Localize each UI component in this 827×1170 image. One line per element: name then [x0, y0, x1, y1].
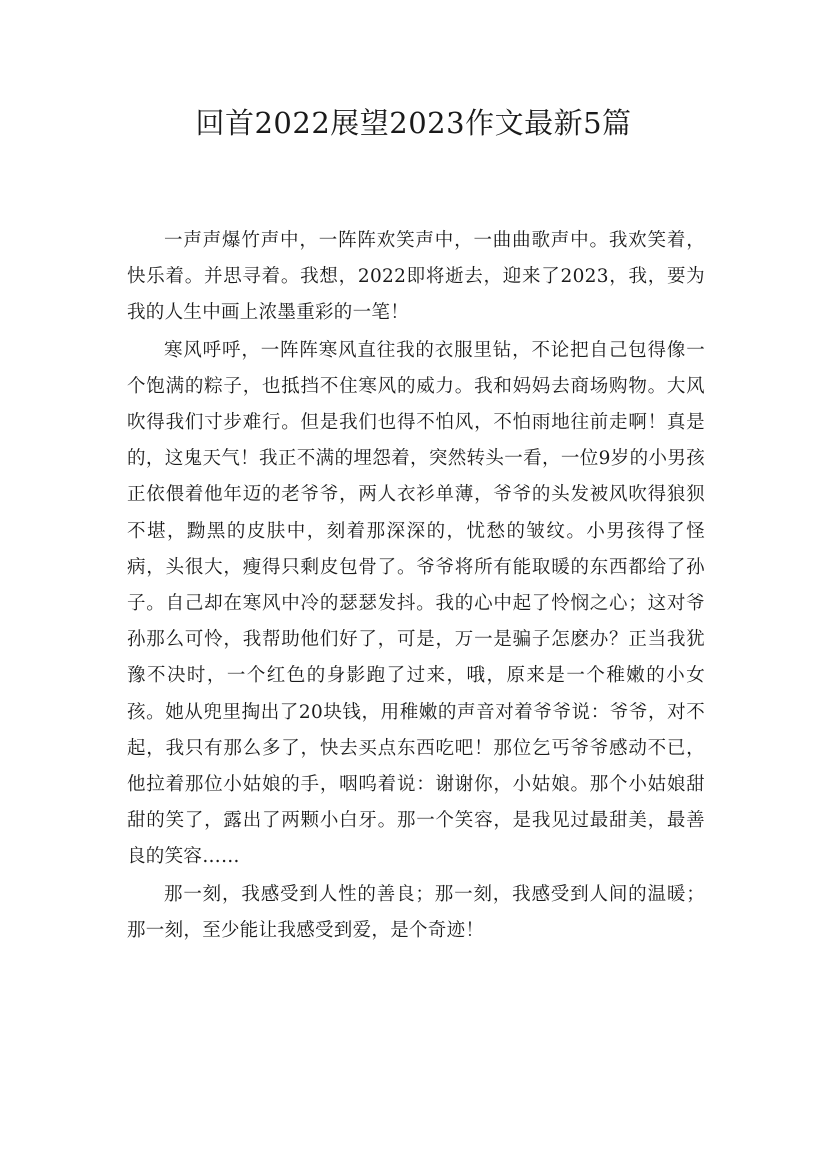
paragraph-1: 一声声爆竹声中，一阵阵欢笑声中，一曲曲歌声中。我欢笑着，快乐着。并思寻着。我想，2022即将逝去，迎来了2023，我，要为我的人生中画上浓墨重彩的一笔！ [127, 230, 705, 324]
document-body [127, 223, 705, 949]
paragraph-3: 那一刻，我感受到人性的善良；那一刻，我感受到人间的温暖；那一刻，至少能让我感受到爱，是个奇迹！ [127, 883, 705, 941]
paragraph-2: 寒风呼呼，一阵阵寒风直往我的衣服里钻，不论把自己包得像一个饱满的粽子，也抵挡不住寒风的威力。我和妈妈去商场购物。大风吹得我们寸步难行。但是我们也得不怕风，不怕雨地往前走啊！真是的，这鬼天气！我正不满的埋怨着，突然转头一看，一位9岁的小男孩正依偎着他年迈的老爷爷，两人衣衫单薄，爷爷的头发被风吹得狼狈不堪，黝黑的皮肤中，刻着那深深的，忧愁的皱纹。小男孩得了怪病，头很大，瘦得只剩皮包骨了。爷爷将所有能取暖的东西都给了孙子。自己却在寒风中冷的瑟瑟发抖。我的心中起了怜悯之心；这对爷孙那么可怜，我帮助他们好了，可是，万一是骗子怎麽办？正当我犹豫不决时，一个红色的身影跑了过来，哦，原来是一个稚嫩的小女孩。她从兜里掏出了20块钱，用稚嫩的声音对着爷爷说：爷爷，对不起，我只有那么多了，快去买点东西吃吧！那位乞丐爷爷感动不已，他拉着那位小姑娘的手，咽呜着说：谢谢你，小姑娘。那个小姑娘甜甜的笑了，露出了两颗小白牙。那一个笑容，是我见过最甜美，最善良的笑容…… [127, 339, 705, 868]
document-title: 回首2022展望2023作文最新5篇 [195, 106, 632, 140]
